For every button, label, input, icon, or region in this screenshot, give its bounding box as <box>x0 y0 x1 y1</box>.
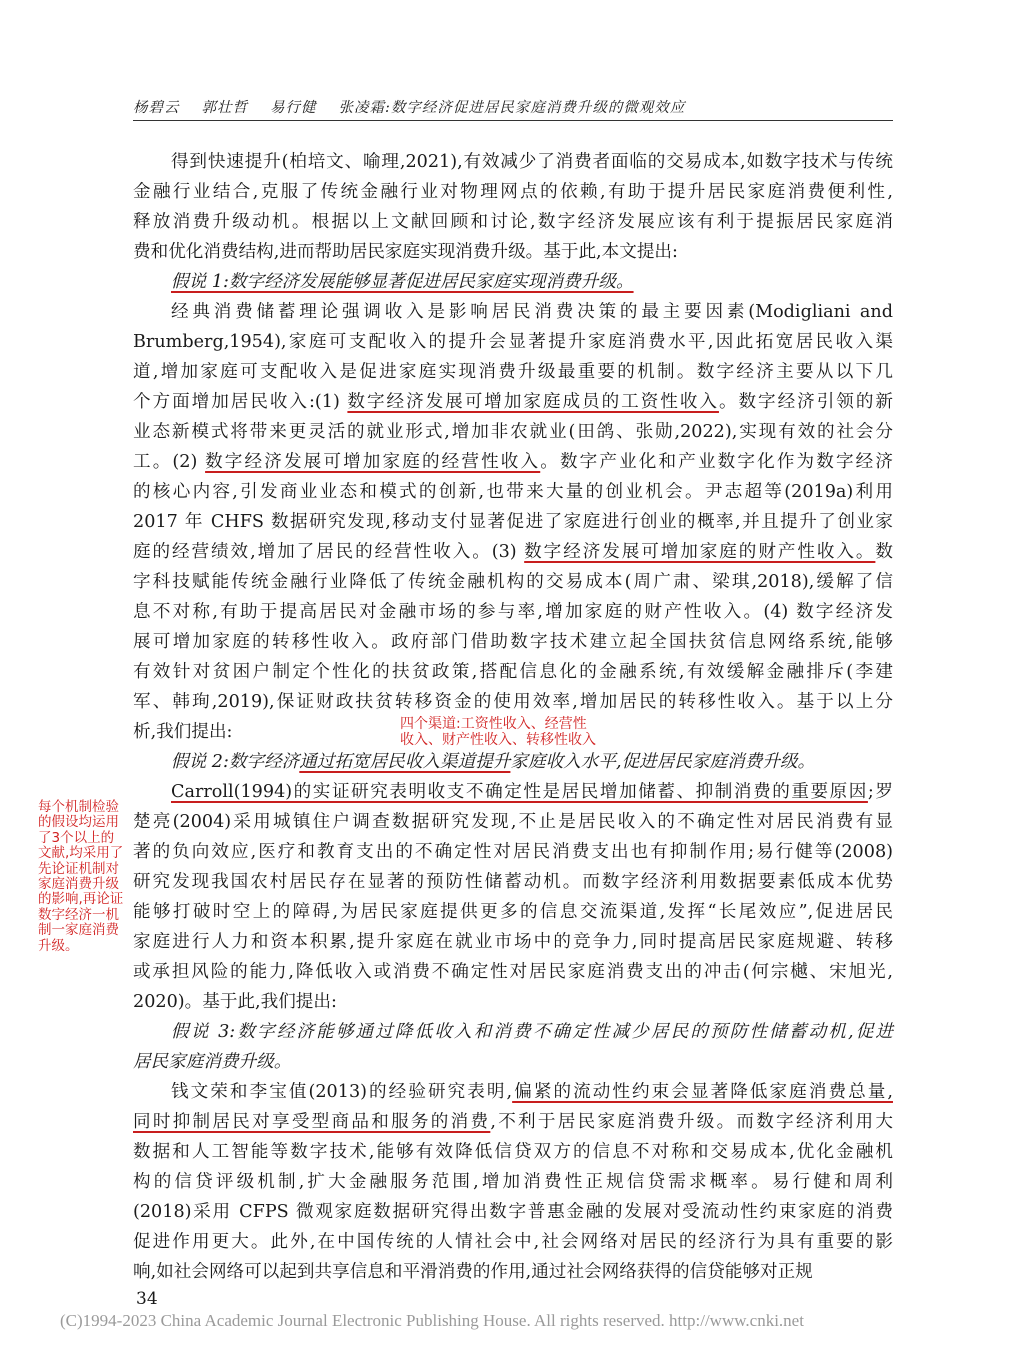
header-rule <box>133 120 893 121</box>
hypothesis-line <box>171 747 893 777</box>
body-text-line <box>133 387 893 417</box>
text-segment: 2020)。基于此,我们提出: <box>133 992 337 1012</box>
body-text-line <box>133 657 893 687</box>
hypothesis-line <box>133 1047 893 1077</box>
body-text-line <box>133 687 893 717</box>
annotation-four-channels <box>400 716 596 748</box>
author-name: 张凌霜 <box>338 100 385 116</box>
text-segment: 有效针对贫困户制定个性化的扶贫政策,搭配信息化的金融系统,有效缓解金融排斥(李建 <box>133 662 893 682</box>
body-text-line <box>133 1257 893 1287</box>
body-text-line <box>133 837 893 867</box>
author-name: 郭壮哲 <box>201 100 248 116</box>
body-text-line <box>133 867 893 897</box>
text-segment: (2018)采用 CFPS 微观家庭数据研究得出数字普惠金融的发展对受流动性约束家庭的消费 <box>133 1202 893 1222</box>
text-segment: 释放消费升级动机。根据以上文献回顾和讨论,数字经济发展应该有利于提振居民家庭消 <box>133 212 893 232</box>
body-text-line <box>133 327 893 357</box>
text-segment: 金融行业结合,克服了传统金融行业对物理网点的依赖,有助于提升居民家庭消费便利性, <box>133 182 893 202</box>
underlined-text: Carroll(1994)的实证研究表明收支不确定性是居民增加储蓄、抑制消费的重要原因 <box>171 782 868 802</box>
author-list: 杨碧云 郭壮哲 易行健 张凌霜:数字经济促进居民家庭消费升级的微观效应 <box>133 100 686 116</box>
body-text-line <box>133 597 893 627</box>
text-segment: 道,增加家庭可支配收入是促进家庭实现消费升级最重要的机制。数字经济主要从以下几 <box>133 362 893 382</box>
hypothesis-line <box>171 1017 893 1047</box>
text-segment: 展可增加家庭的转移性收入。政府部门借助数字技术建立起全国扶贫信息网络系统,能够 <box>133 632 893 652</box>
body-text-line <box>171 1077 893 1107</box>
body-text-line <box>133 237 893 267</box>
body-text-line <box>133 507 893 537</box>
body-text-line <box>133 987 893 1017</box>
body-text-line <box>133 1107 893 1137</box>
text-segment: 的核心内容,引发商业业态和模式的创新,也带来大量的创业机会。尹志超等(2019a)利用 <box>133 482 893 502</box>
annotation-margin-note: 每个机制检验的假设均运用了3个以上的文献,均采用了先论证机制对家庭消费升级的影响,再论证数字经济一机制一家庭消费升级。 <box>38 799 124 954</box>
text-segment: 研究发现我国农村居民存在显著的预防性储蓄动机。而数字经济利用数据要素低成本优势 <box>133 872 893 892</box>
body-text-line <box>133 627 893 657</box>
body-text-line <box>171 147 893 177</box>
underlined-text: 同时抑制居民对享受型商品和服务的消费 <box>133 1112 491 1132</box>
text-segment: 家庭收入水平,促进居民家庭消费升级。 <box>510 752 816 772</box>
text-segment: 息不对称,有助于提高居民对金融市场的参与率,增加家庭的财产性收入。(4) 数字经济发 <box>133 602 893 622</box>
author-name: 杨碧云 <box>133 100 180 116</box>
text-segment: 数据和人工智能等数字技术,能够有效降低信贷双方的信息不对称和交易成本,优化金融机 <box>133 1142 893 1162</box>
body-text-line <box>133 1227 893 1257</box>
copyright-notice: (C)1994-2023 China Academic Journal Electronic Publishing House. All rights reserved. http://www.cnki.net <box>60 1311 804 1330</box>
text-segment: 钱文荣和李宝值(2013)的经验研究表明, <box>171 1082 513 1102</box>
body-text-line <box>133 207 893 237</box>
body-text-line <box>133 537 893 567</box>
text-segment: 。数字经济引领的新 <box>718 392 893 412</box>
text-segment: 工。(2) <box>133 452 206 472</box>
text-segment: 析,我们提出: <box>133 722 233 742</box>
text-segment: 2017 年 CHFS 数据研究发现,移动支付显著促进了家庭进行创业的概率,并且提升了创业家 <box>133 512 893 532</box>
text-segment: 响,如社会网络可以起到共享信息和平滑消费的作用,通过社会网络获得的信贷能够对正规 <box>133 1262 813 1282</box>
underlined-text: 偏紧的流动性约束会显著降低家庭消费总量, <box>512 1082 893 1102</box>
text-segment: 著的负向效应,医疗和教育支出的不确定性对居民消费支出也有抑制作用;易行健等(2008) <box>133 842 893 862</box>
text-segment: 庭的经营绩效,增加了居民的经营性收入。(3) <box>133 542 525 562</box>
text-segment: 经典消费储蓄理论强调收入是影响居民消费决策的最主要因素(Modigliani and <box>171 302 893 322</box>
body-text-line <box>133 417 893 447</box>
body-text-line <box>133 1167 893 1197</box>
body-text-line <box>133 177 893 207</box>
text-segment: 构的信贷评级机制,扩大金融服务范围,增加消费性正规信贷需求概率。易行健和周利 <box>133 1172 893 1192</box>
text-segment: 或承担风险的能力,降低收入或消费不确定性对居民家庭消费支出的冲击(何宗樾、宋旭光, <box>133 962 893 982</box>
text-segment: ,不利于居民家庭消费升级。而数字经济利用大 <box>490 1112 893 1132</box>
body-text-line <box>171 777 893 807</box>
running-header <box>133 96 893 117</box>
text-segment: 假说 3:数字经济能够通过降低收入和消费不确定性减少居民的预防性储蓄动机,促进 <box>171 1022 893 1042</box>
text-segment: 家庭进行人力和资本积累,提升家庭在就业市场中的竞争力,同时提高居民家庭规避、转移 <box>133 932 893 952</box>
text-segment: 。数字产业化和产业数字化作为数字经济 <box>540 452 893 472</box>
underlined-text: 通过拓宽居民收入渠道提升 <box>299 752 511 772</box>
text-segment: 字科技赋能传统金融行业降低了传统金融机构的交易成本(周广肃、梁琪,2018),缓解了信 <box>133 572 893 592</box>
body-text-line <box>133 567 893 597</box>
text-segment: 数 <box>875 542 893 562</box>
author-name: 易行健 <box>270 100 317 116</box>
text-segment: 费和优化消费结构,进而帮助居民家庭实现消费升级。基于此,本文提出: <box>133 242 678 262</box>
annotation-line: 四个渠道:工资性收入、经营性 <box>400 716 587 732</box>
body-text-line <box>133 447 893 477</box>
article-title: 数字经济促进居民家庭消费升级的微观效应 <box>390 100 686 116</box>
hypothesis-line <box>171 267 893 297</box>
text-segment: 军、韩珣,2019),保证财政扶贫转移资金的使用效率,增加居民的转移性收入。基于以上分 <box>133 692 893 712</box>
text-segment: 能够打破时空上的障碍,为居民家庭提供更多的信息交流渠道,发挥“长尾效应”,促进居民 <box>133 902 893 922</box>
page-number: 34 <box>136 1289 158 1309</box>
text-segment: Brumberg,1954),家庭可支配收入的提升会显著提升家庭消费水平,因此拓宽居民收入渠 <box>133 332 893 352</box>
text-segment: 楚亮(2004)采用城镇住户调查数据研究发现,不止是居民收入的不确定性对居民消费有显 <box>133 812 893 832</box>
underlined-text: 数字经济发展可增加家庭的财产性收入。 <box>524 542 876 562</box>
text-segment: 促进作用更大。此外,在中国传统的人情社会中,社会网络对居民的经济行为具有重要的影 <box>133 1232 893 1252</box>
body-text-line <box>133 357 893 387</box>
text-segment: 得到快速提升(柏培文、喻理,2021),有效减少了消费者面临的交易成本,如数字技术与传统 <box>171 152 893 172</box>
text-segment: 个方面增加居民收入:(1) <box>133 392 348 412</box>
underlined-text: 数字经济发展可增加家庭的经营性收入 <box>205 452 541 472</box>
body-text-line <box>133 927 893 957</box>
underlined-text: 假说 1:数字经济发展能够显著促进居民家庭实现消费升级。 <box>171 272 634 292</box>
text-segment: 假说 2:数字经济 <box>171 752 300 772</box>
body-text-line <box>133 1137 893 1167</box>
underlined-text: 数字经济发展可增加家庭成员的工资性收入 <box>347 392 719 412</box>
text-segment: 居民家庭消费升级。 <box>133 1052 292 1072</box>
body-text-line <box>133 957 893 987</box>
body-text-line <box>133 477 893 507</box>
text-segment: 业态新模式将带来更灵活的就业形式,增加非农就业(田鸽、张勋,2022),实现有效的社会分 <box>133 422 893 442</box>
body-text-line <box>133 897 893 927</box>
body-text-line <box>133 1197 893 1227</box>
text-segment: ;罗 <box>867 782 893 802</box>
body-text-line <box>133 807 893 837</box>
body-text-line <box>171 297 893 327</box>
annotation-line: 收入、财产性收入、转移性收入 <box>400 732 596 748</box>
